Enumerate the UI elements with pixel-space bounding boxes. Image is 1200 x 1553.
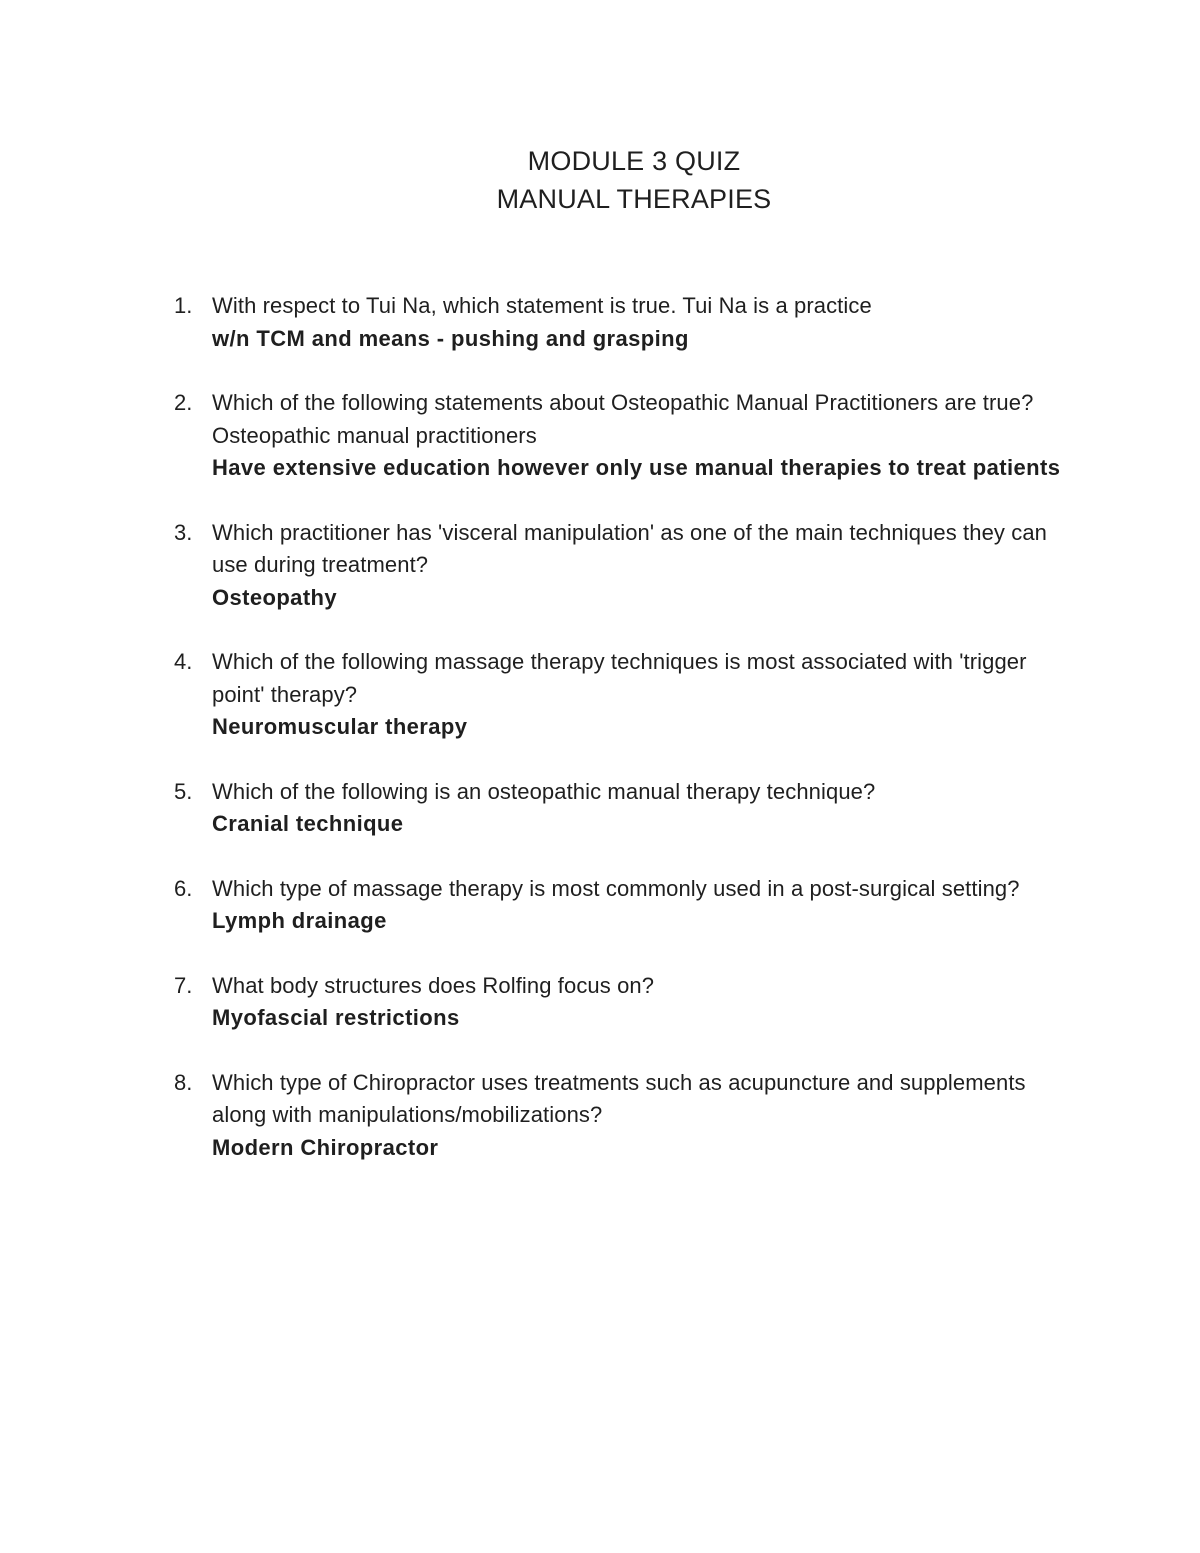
question-item (174, 387, 1074, 485)
question-answer: Neuromuscular therapy (212, 714, 468, 739)
question-item (174, 1067, 1074, 1165)
question-text: Which of the following statements about Osteopathic Manual Practitioners are true? Osteopathic manual practitioners (212, 390, 1034, 448)
question-item (174, 776, 1074, 841)
question-number: 3. (174, 519, 193, 545)
question-number: 2. (174, 390, 193, 415)
question-item (174, 517, 1074, 615)
title-line-1: MODULE 3 QUIZ (527, 146, 741, 176)
question-answer: Modern Chiropractor (212, 1134, 439, 1160)
question-text: Which of the following massage therapy techniques is most associated with 'trigger point' therapy? (212, 649, 1027, 707)
question-number: 7. (174, 972, 193, 998)
question-answer: Cranial technique (212, 811, 404, 836)
question-item (174, 873, 1074, 938)
question-item (174, 646, 1074, 744)
question-answer: Lymph drainage (212, 908, 387, 933)
question-answer: Myofascial restrictions (212, 1005, 460, 1030)
question-number: 8. (174, 1069, 193, 1095)
question-answer: Osteopathy (212, 584, 338, 610)
question-number: 5. (174, 778, 193, 804)
question-answer: Have extensive education however only use manual therapies to treat patients (212, 455, 1061, 480)
question-item (174, 970, 1074, 1035)
question-list (174, 290, 1074, 1196)
question-text: Which of the following is an osteopathic manual therapy technique? (212, 778, 876, 804)
document-title (0, 142, 1200, 218)
question-number: 6. (174, 875, 193, 901)
title-line-2: MANUAL THERAPIES (496, 184, 772, 214)
question-text: Which type of massage therapy is most commonly used in a post-surgical setting? (212, 875, 1020, 901)
question-text: Which type of Chiropractor uses treatments such as acupuncture and supplements along with manipulations/mobilizations? (212, 1069, 1026, 1127)
question-text: Which practitioner has 'visceral manipulation' as one of the main techniques they can use during treatment? (212, 519, 1048, 577)
question-number: 1. (174, 293, 193, 318)
question-answer: w/n TCM and means - pushing and grasping (212, 325, 689, 351)
question-text: With respect to Tui Na, which statement is true. Tui Na is a practice (212, 293, 872, 318)
question-number: 4. (174, 649, 193, 674)
question-text: What body structures does Rolfing focus on? (212, 972, 655, 998)
question-item (174, 290, 1074, 355)
